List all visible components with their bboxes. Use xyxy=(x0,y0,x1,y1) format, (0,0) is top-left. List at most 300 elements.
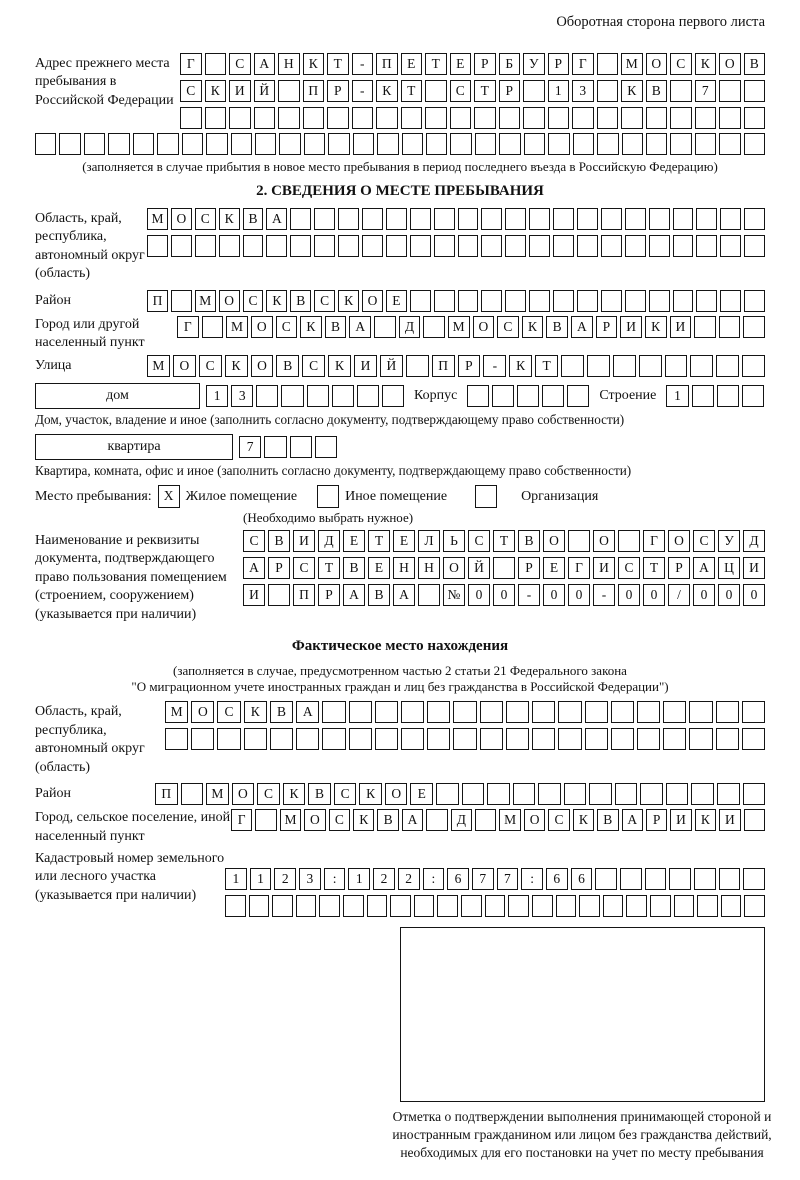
char-box[interactable] xyxy=(697,895,718,917)
char-box[interactable]: - xyxy=(352,80,374,102)
char-box[interactable]: О xyxy=(719,53,741,75)
char-box[interactable]: / xyxy=(668,584,690,606)
char-box[interactable] xyxy=(437,895,458,917)
char-box[interactable] xyxy=(689,701,712,723)
street-row[interactable] xyxy=(147,355,765,377)
char-box[interactable]: М xyxy=(165,701,188,723)
char-box[interactable] xyxy=(171,235,192,257)
char-box[interactable] xyxy=(307,385,329,407)
char-box[interactable]: Г xyxy=(568,557,590,579)
city-row[interactable] xyxy=(177,316,765,338)
char-box[interactable] xyxy=(645,868,667,890)
char-box[interactable] xyxy=(375,728,398,750)
char-box[interactable]: П xyxy=(376,53,398,75)
char-box[interactable] xyxy=(272,895,293,917)
char-box[interactable] xyxy=(401,107,423,129)
char-box[interactable] xyxy=(674,895,695,917)
char-box[interactable] xyxy=(716,728,739,750)
char-box[interactable] xyxy=(493,557,515,579)
char-box[interactable]: А xyxy=(243,557,265,579)
char-box[interactable]: О xyxy=(191,701,214,723)
char-box[interactable] xyxy=(481,208,502,230)
char-box[interactable]: М xyxy=(280,809,301,831)
actual-district-row[interactable] xyxy=(155,783,765,805)
char-box[interactable] xyxy=(157,133,178,155)
char-box[interactable]: С xyxy=(257,783,280,805)
char-box[interactable]: 1 xyxy=(225,868,247,890)
char-box[interactable] xyxy=(458,208,479,230)
char-box[interactable] xyxy=(505,290,526,312)
char-box[interactable]: П xyxy=(155,783,178,805)
char-box[interactable] xyxy=(315,436,337,458)
char-box[interactable] xyxy=(716,701,739,723)
char-box[interactable] xyxy=(742,385,764,407)
char-box[interactable] xyxy=(615,783,638,805)
stay-type-residential-checkbox[interactable]: X xyxy=(158,485,180,508)
char-box[interactable] xyxy=(427,728,450,750)
char-box[interactable] xyxy=(695,107,717,129)
char-box[interactable] xyxy=(462,783,485,805)
char-box[interactable]: Р xyxy=(499,80,521,102)
char-box[interactable] xyxy=(303,107,325,129)
char-box[interactable] xyxy=(513,783,536,805)
actual-city-row[interactable] xyxy=(231,809,765,831)
char-box[interactable]: 3 xyxy=(572,80,594,102)
char-box[interactable] xyxy=(505,208,526,230)
char-box[interactable]: С xyxy=(217,701,240,723)
char-box[interactable] xyxy=(206,133,227,155)
char-box[interactable] xyxy=(367,895,388,917)
char-box[interactable] xyxy=(719,316,741,338)
char-box[interactable] xyxy=(35,133,56,155)
char-box[interactable] xyxy=(401,728,424,750)
char-box[interactable] xyxy=(649,290,670,312)
char-box[interactable] xyxy=(349,701,372,723)
char-box[interactable]: Е xyxy=(368,557,390,579)
char-box[interactable]: В xyxy=(270,701,293,723)
char-box[interactable] xyxy=(382,385,404,407)
char-box[interactable]: 0 xyxy=(718,584,740,606)
char-box[interactable] xyxy=(255,809,276,831)
doc-row-2[interactable] xyxy=(243,557,765,579)
house-number-row[interactable] xyxy=(206,385,404,407)
char-box[interactable] xyxy=(743,783,766,805)
char-box[interactable]: В xyxy=(308,783,331,805)
char-box[interactable]: - xyxy=(593,584,615,606)
char-box[interactable]: К xyxy=(695,53,717,75)
char-box[interactable] xyxy=(264,436,286,458)
char-box[interactable] xyxy=(666,783,689,805)
char-box[interactable] xyxy=(290,235,311,257)
char-box[interactable] xyxy=(506,728,529,750)
prev-address-row-3[interactable] xyxy=(180,107,765,129)
char-box[interactable] xyxy=(481,290,502,312)
char-box[interactable] xyxy=(689,728,712,750)
char-box[interactable] xyxy=(278,107,300,129)
char-box[interactable]: Й xyxy=(380,355,403,377)
char-box[interactable] xyxy=(229,107,251,129)
char-box[interactable]: И xyxy=(593,557,615,579)
char-box[interactable] xyxy=(548,133,569,155)
char-box[interactable] xyxy=(401,701,424,723)
char-box[interactable] xyxy=(692,385,714,407)
char-box[interactable]: - xyxy=(518,584,540,606)
char-box[interactable] xyxy=(410,208,431,230)
char-box[interactable]: В xyxy=(276,355,299,377)
char-box[interactable] xyxy=(744,895,765,917)
char-box[interactable]: Т xyxy=(474,80,496,102)
char-box[interactable] xyxy=(338,235,359,257)
char-box[interactable] xyxy=(505,235,526,257)
char-box[interactable] xyxy=(322,701,345,723)
char-box[interactable]: Ц xyxy=(718,557,740,579)
char-box[interactable] xyxy=(742,355,765,377)
char-box[interactable]: О xyxy=(385,783,408,805)
char-box[interactable]: Ь xyxy=(443,530,465,552)
char-box[interactable] xyxy=(426,133,447,155)
char-box[interactable] xyxy=(717,385,739,407)
char-box[interactable] xyxy=(538,783,561,805)
char-box[interactable] xyxy=(532,728,555,750)
char-box[interactable] xyxy=(205,53,227,75)
char-box[interactable]: Г xyxy=(643,530,665,552)
char-box[interactable] xyxy=(744,208,765,230)
char-box[interactable]: С xyxy=(618,557,640,579)
char-box[interactable]: О xyxy=(171,208,192,230)
char-box[interactable]: Н xyxy=(418,557,440,579)
char-box[interactable]: 1 xyxy=(206,385,228,407)
char-box[interactable] xyxy=(529,290,550,312)
char-box[interactable]: Д xyxy=(318,530,340,552)
char-box[interactable] xyxy=(375,701,398,723)
char-box[interactable] xyxy=(450,107,472,129)
prev-address-row-1[interactable] xyxy=(180,53,765,75)
char-box[interactable] xyxy=(508,895,529,917)
char-box[interactable]: У xyxy=(718,530,740,552)
char-box[interactable] xyxy=(587,355,610,377)
char-box[interactable] xyxy=(338,208,359,230)
char-box[interactable] xyxy=(719,80,741,102)
char-box[interactable]: 0 xyxy=(493,584,515,606)
char-box[interactable] xyxy=(133,133,154,155)
char-box[interactable] xyxy=(646,133,667,155)
char-box[interactable] xyxy=(475,809,496,831)
char-box[interactable] xyxy=(485,895,506,917)
char-box[interactable]: В xyxy=(325,316,347,338)
char-box[interactable] xyxy=(561,355,584,377)
char-box[interactable] xyxy=(625,235,646,257)
char-box[interactable] xyxy=(601,235,622,257)
char-box[interactable]: 7 xyxy=(239,436,261,458)
doc-row-1[interactable] xyxy=(243,530,765,552)
char-box[interactable]: 2 xyxy=(398,868,420,890)
char-box[interactable] xyxy=(744,290,765,312)
char-box[interactable] xyxy=(467,385,489,407)
char-box[interactable]: И xyxy=(354,355,377,377)
char-box[interactable]: П xyxy=(303,80,325,102)
char-box[interactable] xyxy=(670,80,692,102)
char-box[interactable] xyxy=(499,133,520,155)
char-box[interactable]: А xyxy=(402,809,423,831)
char-box[interactable]: О xyxy=(646,53,668,75)
char-box[interactable]: П xyxy=(432,355,455,377)
char-box[interactable] xyxy=(205,107,227,129)
char-box[interactable] xyxy=(556,895,577,917)
prev-address-row-2[interactable] xyxy=(180,80,765,102)
char-box[interactable] xyxy=(670,133,691,155)
char-box[interactable]: И xyxy=(620,316,642,338)
char-box[interactable] xyxy=(567,385,589,407)
char-box[interactable]: Г xyxy=(231,809,252,831)
char-box[interactable]: Е xyxy=(401,53,423,75)
char-box[interactable]: Р xyxy=(668,557,690,579)
char-box[interactable]: Е xyxy=(343,530,365,552)
char-box[interactable]: С xyxy=(334,783,357,805)
char-box[interactable] xyxy=(182,133,203,155)
char-box[interactable] xyxy=(694,868,716,890)
char-box[interactable] xyxy=(663,728,686,750)
char-box[interactable] xyxy=(542,385,564,407)
char-box[interactable] xyxy=(266,235,287,257)
char-box[interactable]: Й xyxy=(468,557,490,579)
char-box[interactable] xyxy=(147,235,168,257)
char-box[interactable]: Л xyxy=(418,530,440,552)
char-box[interactable]: О xyxy=(219,290,240,312)
char-box[interactable]: С xyxy=(276,316,298,338)
char-box[interactable] xyxy=(268,584,290,606)
char-box[interactable]: А xyxy=(571,316,593,338)
char-box[interactable] xyxy=(744,809,765,831)
char-box[interactable]: Д xyxy=(399,316,421,338)
char-box[interactable] xyxy=(376,107,398,129)
char-box[interactable] xyxy=(374,316,396,338)
char-box[interactable]: 0 xyxy=(618,584,640,606)
char-box[interactable] xyxy=(665,355,688,377)
char-box[interactable] xyxy=(597,53,619,75)
char-box[interactable]: К xyxy=(573,809,594,831)
char-box[interactable] xyxy=(475,133,496,155)
char-box[interactable] xyxy=(165,728,188,750)
char-box[interactable] xyxy=(673,235,694,257)
char-box[interactable] xyxy=(506,701,529,723)
char-box[interactable]: А xyxy=(349,316,371,338)
char-box[interactable] xyxy=(474,107,496,129)
char-box[interactable]: К xyxy=(695,809,716,831)
char-box[interactable] xyxy=(716,355,739,377)
char-box[interactable] xyxy=(425,80,447,102)
char-box[interactable]: К xyxy=(244,701,267,723)
char-box[interactable] xyxy=(523,80,545,102)
stay-type-other-checkbox[interactable] xyxy=(317,485,339,508)
char-box[interactable] xyxy=(425,107,447,129)
char-box[interactable] xyxy=(603,895,624,917)
char-box[interactable] xyxy=(423,316,445,338)
char-box[interactable] xyxy=(720,208,741,230)
char-box[interactable]: Р xyxy=(318,584,340,606)
char-box[interactable]: К xyxy=(376,80,398,102)
char-box[interactable]: К xyxy=(522,316,544,338)
char-box[interactable] xyxy=(349,728,372,750)
char-box[interactable]: А xyxy=(266,208,287,230)
char-box[interactable] xyxy=(524,133,545,155)
char-box[interactable]: О xyxy=(443,557,465,579)
char-box[interactable]: 7 xyxy=(695,80,717,102)
char-box[interactable]: Т xyxy=(425,53,447,75)
char-box[interactable]: Е xyxy=(386,290,407,312)
char-box[interactable]: В xyxy=(343,557,365,579)
char-box[interactable] xyxy=(670,107,692,129)
char-box[interactable]: 1 xyxy=(548,80,570,102)
char-box[interactable]: В xyxy=(518,530,540,552)
char-box[interactable]: С xyxy=(468,530,490,552)
char-box[interactable] xyxy=(558,728,581,750)
char-box[interactable] xyxy=(720,290,741,312)
char-box[interactable] xyxy=(180,107,202,129)
char-box[interactable] xyxy=(744,107,766,129)
char-box[interactable] xyxy=(480,701,503,723)
doc-row-3[interactable] xyxy=(243,584,765,606)
char-box[interactable] xyxy=(481,235,502,257)
char-box[interactable] xyxy=(327,107,349,129)
char-box[interactable] xyxy=(453,701,476,723)
char-box[interactable]: М xyxy=(147,355,170,377)
char-box[interactable]: К xyxy=(303,53,325,75)
char-box[interactable] xyxy=(492,385,514,407)
char-box[interactable]: О xyxy=(362,290,383,312)
char-box[interactable] xyxy=(696,235,717,257)
char-box[interactable]: 1 xyxy=(666,385,688,407)
char-box[interactable] xyxy=(695,133,716,155)
char-box[interactable] xyxy=(663,701,686,723)
char-box[interactable]: М xyxy=(621,53,643,75)
char-box[interactable]: Е xyxy=(393,530,415,552)
char-box[interactable] xyxy=(690,355,713,377)
char-box[interactable] xyxy=(499,107,521,129)
char-box[interactable]: К xyxy=(283,783,306,805)
char-box[interactable]: 3 xyxy=(299,868,321,890)
char-box[interactable]: И xyxy=(243,584,265,606)
char-box[interactable] xyxy=(314,235,335,257)
char-box[interactable] xyxy=(585,701,608,723)
char-box[interactable] xyxy=(577,290,598,312)
char-box[interactable] xyxy=(717,783,740,805)
char-box[interactable]: Г xyxy=(177,316,199,338)
char-box[interactable]: Т xyxy=(535,355,558,377)
region-row-2[interactable] xyxy=(147,235,765,257)
char-box[interactable] xyxy=(577,235,598,257)
char-box[interactable]: С xyxy=(199,355,222,377)
char-box[interactable]: К xyxy=(225,355,248,377)
char-box[interactable] xyxy=(532,895,553,917)
char-box[interactable] xyxy=(256,385,278,407)
char-box[interactable] xyxy=(322,728,345,750)
char-box[interactable] xyxy=(696,208,717,230)
char-box[interactable]: Е xyxy=(450,53,472,75)
char-box[interactable]: Е xyxy=(410,783,433,805)
char-box[interactable] xyxy=(217,728,240,750)
char-box[interactable]: С xyxy=(302,355,325,377)
char-box[interactable]: Р xyxy=(548,53,570,75)
char-box[interactable] xyxy=(694,316,716,338)
char-box[interactable]: Р xyxy=(458,355,481,377)
char-box[interactable]: 2 xyxy=(274,868,296,890)
char-box[interactable]: № xyxy=(443,584,465,606)
char-box[interactable] xyxy=(579,895,600,917)
char-box[interactable]: 6 xyxy=(546,868,568,890)
char-box[interactable] xyxy=(558,701,581,723)
char-box[interactable] xyxy=(719,868,741,890)
char-box[interactable] xyxy=(611,728,634,750)
char-box[interactable] xyxy=(487,783,510,805)
char-box[interactable]: С xyxy=(180,80,202,102)
char-box[interactable]: М xyxy=(147,208,168,230)
char-box[interactable] xyxy=(568,530,590,552)
char-box[interactable]: К xyxy=(621,80,643,102)
char-box[interactable]: П xyxy=(293,584,315,606)
char-box[interactable]: Б xyxy=(499,53,521,75)
char-box[interactable] xyxy=(249,895,270,917)
char-box[interactable]: И xyxy=(229,80,251,102)
char-box[interactable] xyxy=(577,208,598,230)
char-box[interactable]: Г xyxy=(180,53,202,75)
char-box[interactable]: 0 xyxy=(693,584,715,606)
char-box[interactable]: К xyxy=(359,783,382,805)
region-row-1[interactable] xyxy=(147,208,765,230)
char-box[interactable] xyxy=(572,107,594,129)
char-box[interactable] xyxy=(691,783,714,805)
char-box[interactable] xyxy=(529,208,550,230)
char-box[interactable] xyxy=(279,133,300,155)
char-box[interactable] xyxy=(84,133,105,155)
char-box[interactable]: 2 xyxy=(373,868,395,890)
char-box[interactable] xyxy=(720,235,741,257)
char-box[interactable]: Й xyxy=(254,80,276,102)
char-box[interactable] xyxy=(625,208,646,230)
char-box[interactable] xyxy=(410,290,431,312)
char-box[interactable]: Р xyxy=(474,53,496,75)
char-box[interactable]: Р xyxy=(596,316,618,338)
char-box[interactable] xyxy=(434,235,455,257)
char-box[interactable]: Н xyxy=(278,53,300,75)
char-box[interactable]: 1 xyxy=(250,868,272,890)
char-box[interactable] xyxy=(646,107,668,129)
char-box[interactable] xyxy=(181,783,204,805)
char-box[interactable] xyxy=(108,133,129,155)
char-box[interactable] xyxy=(362,208,383,230)
char-box[interactable]: О xyxy=(173,355,196,377)
char-box[interactable] xyxy=(195,235,216,257)
char-box[interactable] xyxy=(255,133,276,155)
char-box[interactable] xyxy=(328,133,349,155)
char-box[interactable] xyxy=(352,107,374,129)
char-box[interactable] xyxy=(453,728,476,750)
char-box[interactable] xyxy=(637,728,660,750)
char-box[interactable]: С xyxy=(693,530,715,552)
char-box[interactable] xyxy=(353,133,374,155)
char-box[interactable]: М xyxy=(448,316,470,338)
char-box[interactable]: : xyxy=(521,868,543,890)
char-box[interactable] xyxy=(696,290,717,312)
char-box[interactable] xyxy=(386,235,407,257)
prev-address-row-4[interactable] xyxy=(35,133,765,155)
char-box[interactable] xyxy=(517,385,539,407)
char-box[interactable]: У xyxy=(523,53,545,75)
char-box[interactable]: 7 xyxy=(472,868,494,890)
char-box[interactable] xyxy=(219,235,240,257)
char-box[interactable] xyxy=(622,133,643,155)
char-box[interactable] xyxy=(673,208,694,230)
char-box[interactable]: Д xyxy=(451,809,472,831)
